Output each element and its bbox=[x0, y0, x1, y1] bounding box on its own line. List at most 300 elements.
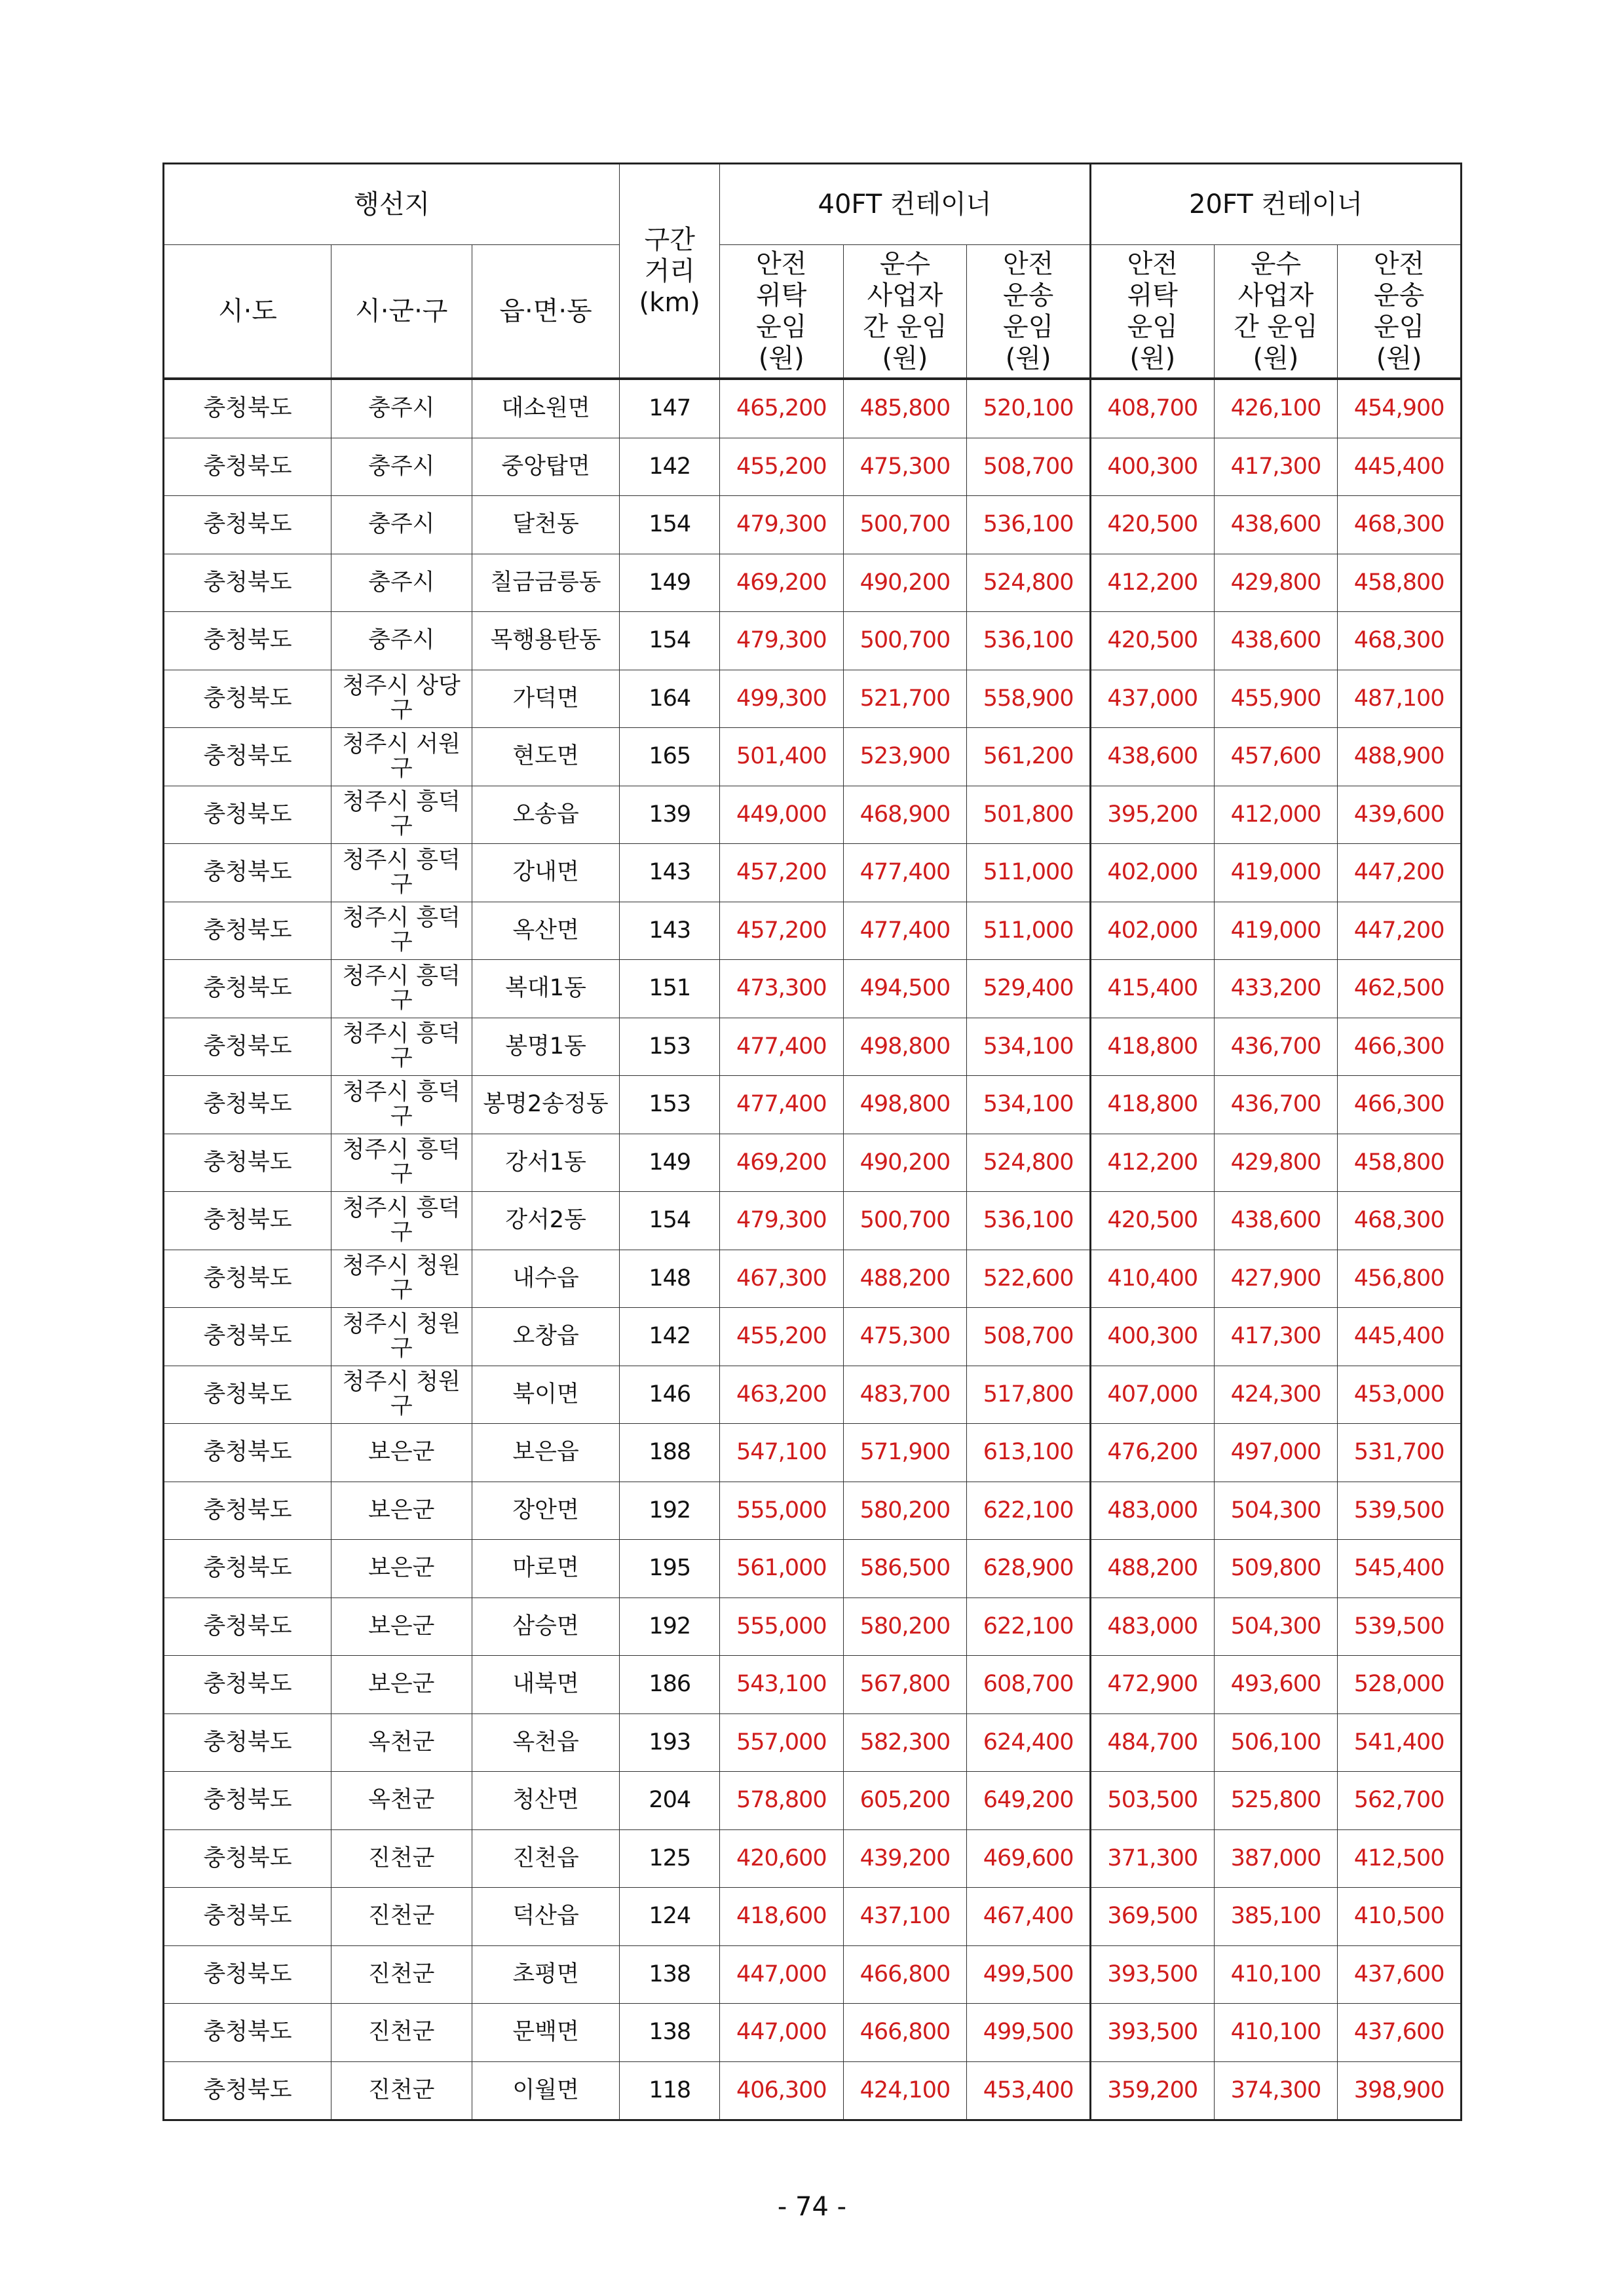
cell-eupmyeondong: 오창읍 bbox=[472, 1308, 620, 1366]
cell-40ft-carrier: 567,800 bbox=[843, 1656, 967, 1714]
cell-20ft-safe-consign: 484,700 bbox=[1090, 1713, 1214, 1772]
cell-40ft-safe-consign: 469,200 bbox=[719, 554, 843, 612]
cell-20ft-safe-consign: 369,500 bbox=[1090, 1888, 1214, 1946]
table-row bbox=[164, 1829, 1462, 1888]
cell-40ft-carrier: 582,300 bbox=[843, 1713, 967, 1772]
cell-sigungu: 청주시 청원구 bbox=[331, 1308, 472, 1366]
cell-eupmyeondong: 대소원면 bbox=[472, 379, 620, 438]
cell-20ft-safe-transport: 398,900 bbox=[1338, 2061, 1462, 2120]
cell-40ft-safe-transport: 529,400 bbox=[967, 960, 1091, 1018]
cell-20ft-carrier: 417,300 bbox=[1214, 1308, 1338, 1366]
cell-40ft-safe-consign: 499,300 bbox=[719, 670, 843, 728]
cell-40ft-safe-consign: 465,200 bbox=[719, 379, 843, 438]
cell-sido: 충청북도 bbox=[164, 1945, 331, 2004]
cell-20ft-safe-consign: 438,600 bbox=[1090, 728, 1214, 786]
cell-eupmyeondong: 강내면 bbox=[472, 844, 620, 902]
cell-40ft-safe-transport: 499,500 bbox=[967, 1945, 1091, 2004]
cell-eupmyeondong: 북이면 bbox=[472, 1366, 620, 1424]
header-eupmyeondong: 읍·면·동 bbox=[472, 245, 620, 379]
table-row bbox=[164, 960, 1462, 1018]
cell-40ft-carrier: 580,200 bbox=[843, 1482, 967, 1540]
cell-40ft-safe-consign: 479,300 bbox=[719, 1192, 843, 1250]
cell-sido: 충청북도 bbox=[164, 902, 331, 960]
cell-eupmyeondong: 칠금금릉동 bbox=[472, 554, 620, 612]
cell-40ft-safe-consign: 479,300 bbox=[719, 496, 843, 554]
cell-40ft-safe-consign: 420,600 bbox=[719, 1829, 843, 1888]
cell-40ft-safe-consign: 477,400 bbox=[719, 1076, 843, 1134]
cell-40ft-safe-consign: 457,200 bbox=[719, 902, 843, 960]
cell-40ft-carrier: 500,700 bbox=[843, 612, 967, 670]
cell-20ft-safe-transport: 488,900 bbox=[1338, 728, 1462, 786]
cell-20ft-safe-consign: 393,500 bbox=[1090, 2004, 1214, 2062]
cell-sido: 충청북도 bbox=[164, 1888, 331, 1946]
cell-20ft-carrier: 433,200 bbox=[1214, 960, 1338, 1018]
cell-40ft-carrier: 485,800 bbox=[843, 379, 967, 438]
cell-40ft-safe-transport: 561,200 bbox=[967, 728, 1091, 786]
cell-sido: 충청북도 bbox=[164, 786, 331, 844]
cell-40ft-safe-consign: 555,000 bbox=[719, 1598, 843, 1656]
cell-20ft-carrier: 525,800 bbox=[1214, 1772, 1338, 1830]
cell-distance: 125 bbox=[620, 1829, 720, 1888]
cell-eupmyeondong: 오송읍 bbox=[472, 786, 620, 844]
cell-40ft-safe-transport: 628,900 bbox=[967, 1540, 1091, 1598]
cell-distance: 149 bbox=[620, 1134, 720, 1192]
table-row bbox=[164, 786, 1462, 844]
cell-20ft-carrier: 436,700 bbox=[1214, 1076, 1338, 1134]
cell-20ft-safe-transport: 545,400 bbox=[1338, 1540, 1462, 1598]
cell-20ft-safe-consign: 488,200 bbox=[1090, 1540, 1214, 1598]
cell-sido: 충청북도 bbox=[164, 1076, 331, 1134]
cell-40ft-safe-transport: 622,100 bbox=[967, 1598, 1091, 1656]
cell-20ft-carrier: 457,600 bbox=[1214, 728, 1338, 786]
cell-20ft-safe-consign: 400,300 bbox=[1090, 438, 1214, 496]
freight-rate-table bbox=[162, 163, 1462, 2121]
cell-distance: 147 bbox=[620, 379, 720, 438]
cell-sigungu: 청주시 흥덕구 bbox=[331, 1018, 472, 1076]
cell-20ft-safe-transport: 458,800 bbox=[1338, 1134, 1462, 1192]
cell-40ft-safe-transport: 524,800 bbox=[967, 554, 1091, 612]
cell-40ft-safe-consign: 406,300 bbox=[719, 2061, 843, 2120]
cell-20ft-carrier: 387,000 bbox=[1214, 1829, 1338, 1888]
cell-20ft-carrier: 427,900 bbox=[1214, 1250, 1338, 1308]
cell-20ft-safe-consign: 418,800 bbox=[1090, 1076, 1214, 1134]
cell-sigungu: 청주시 흥덕구 bbox=[331, 1192, 472, 1250]
table-row bbox=[164, 1888, 1462, 1946]
cell-40ft-safe-consign: 473,300 bbox=[719, 960, 843, 1018]
cell-sigungu: 청주시 흥덕구 bbox=[331, 1134, 472, 1192]
cell-20ft-carrier: 429,800 bbox=[1214, 554, 1338, 612]
cell-40ft-safe-transport: 453,400 bbox=[967, 2061, 1091, 2120]
cell-20ft-safe-transport: 445,400 bbox=[1338, 438, 1462, 496]
cell-20ft-safe-transport: 447,200 bbox=[1338, 902, 1462, 960]
cell-40ft-carrier: 490,200 bbox=[843, 1134, 967, 1192]
cell-40ft-safe-transport: 499,500 bbox=[967, 2004, 1091, 2062]
table-row bbox=[164, 1134, 1462, 1192]
cell-40ft-safe-transport: 608,700 bbox=[967, 1656, 1091, 1714]
cell-40ft-safe-transport: 558,900 bbox=[967, 670, 1091, 728]
cell-eupmyeondong: 진천읍 bbox=[472, 1829, 620, 1888]
cell-sigungu: 진천군 bbox=[331, 2061, 472, 2120]
cell-sigungu: 청주시 흥덕구 bbox=[331, 1076, 472, 1134]
cell-20ft-safe-transport: 412,500 bbox=[1338, 1829, 1462, 1888]
cell-sigungu: 진천군 bbox=[331, 1888, 472, 1946]
header-rate-20ft-carrier: 운수 사업자 간 운임 (원) bbox=[1214, 245, 1338, 379]
cell-20ft-safe-transport: 437,600 bbox=[1338, 1945, 1462, 2004]
cell-40ft-safe-consign: 477,400 bbox=[719, 1018, 843, 1076]
cell-sido: 충청북도 bbox=[164, 1713, 331, 1772]
cell-distance: 143 bbox=[620, 902, 720, 960]
cell-40ft-safe-consign: 479,300 bbox=[719, 612, 843, 670]
table-row bbox=[164, 1366, 1462, 1424]
cell-20ft-safe-transport: 458,800 bbox=[1338, 554, 1462, 612]
header-rate-40ft-safe-transport: 안전 운송 운임 (원) bbox=[967, 245, 1091, 379]
cell-sigungu: 충주시 bbox=[331, 438, 472, 496]
cell-20ft-safe-consign: 420,500 bbox=[1090, 496, 1214, 554]
table-row bbox=[164, 438, 1462, 496]
cell-20ft-safe-transport: 456,800 bbox=[1338, 1250, 1462, 1308]
table-row bbox=[164, 379, 1462, 438]
cell-20ft-safe-transport: 447,200 bbox=[1338, 844, 1462, 902]
cell-sido: 충청북도 bbox=[164, 438, 331, 496]
cell-40ft-safe-transport: 613,100 bbox=[967, 1424, 1091, 1482]
cell-40ft-carrier: 424,100 bbox=[843, 2061, 967, 2120]
table-row bbox=[164, 728, 1462, 786]
cell-20ft-safe-transport: 410,500 bbox=[1338, 1888, 1462, 1946]
cell-40ft-safe-consign: 463,200 bbox=[719, 1366, 843, 1424]
cell-eupmyeondong: 봉명2송정동 bbox=[472, 1076, 620, 1134]
cell-40ft-safe-transport: 522,600 bbox=[967, 1250, 1091, 1308]
cell-distance: 151 bbox=[620, 960, 720, 1018]
cell-40ft-safe-consign: 455,200 bbox=[719, 438, 843, 496]
cell-eupmyeondong: 강서2동 bbox=[472, 1192, 620, 1250]
cell-40ft-safe-transport: 517,800 bbox=[967, 1366, 1091, 1424]
cell-distance: 118 bbox=[620, 2061, 720, 2120]
cell-eupmyeondong: 삼승면 bbox=[472, 1598, 620, 1656]
cell-40ft-carrier: 439,200 bbox=[843, 1829, 967, 1888]
cell-40ft-carrier: 437,100 bbox=[843, 1888, 967, 1946]
cell-40ft-safe-transport: 508,700 bbox=[967, 438, 1091, 496]
cell-sido: 충청북도 bbox=[164, 2061, 331, 2120]
cell-sido: 충청북도 bbox=[164, 1656, 331, 1714]
cell-40ft-carrier: 580,200 bbox=[843, 1598, 967, 1656]
cell-40ft-carrier: 498,800 bbox=[843, 1076, 967, 1134]
cell-20ft-safe-consign: 476,200 bbox=[1090, 1424, 1214, 1482]
cell-distance: 204 bbox=[620, 1772, 720, 1830]
cell-sido: 충청북도 bbox=[164, 1772, 331, 1830]
rate-table-body bbox=[164, 379, 1462, 2120]
cell-40ft-carrier: 494,500 bbox=[843, 960, 967, 1018]
cell-20ft-carrier: 438,600 bbox=[1214, 1192, 1338, 1250]
cell-sigungu: 보은군 bbox=[331, 1598, 472, 1656]
cell-20ft-safe-consign: 393,500 bbox=[1090, 1945, 1214, 2004]
cell-sido: 충청북도 bbox=[164, 670, 331, 728]
cell-40ft-safe-consign: 449,000 bbox=[719, 786, 843, 844]
cell-eupmyeondong: 마로면 bbox=[472, 1540, 620, 1598]
cell-40ft-safe-consign: 467,300 bbox=[719, 1250, 843, 1308]
table-row bbox=[164, 1713, 1462, 1772]
cell-eupmyeondong: 내수읍 bbox=[472, 1250, 620, 1308]
cell-sido: 충청북도 bbox=[164, 1482, 331, 1540]
table-row bbox=[164, 844, 1462, 902]
cell-eupmyeondong: 봉명1동 bbox=[472, 1018, 620, 1076]
cell-sigungu: 청주시 흥덕구 bbox=[331, 960, 472, 1018]
cell-20ft-carrier: 506,100 bbox=[1214, 1713, 1338, 1772]
cell-40ft-safe-transport: 508,700 bbox=[967, 1308, 1091, 1366]
table-row bbox=[164, 1598, 1462, 1656]
cell-40ft-carrier: 605,200 bbox=[843, 1772, 967, 1830]
cell-20ft-safe-consign: 420,500 bbox=[1090, 612, 1214, 670]
cell-distance: 195 bbox=[620, 1540, 720, 1598]
cell-distance: 143 bbox=[620, 844, 720, 902]
cell-distance: 148 bbox=[620, 1250, 720, 1308]
cell-40ft-safe-transport: 536,100 bbox=[967, 496, 1091, 554]
cell-40ft-safe-consign: 418,600 bbox=[719, 1888, 843, 1946]
cell-20ft-safe-transport: 445,400 bbox=[1338, 1308, 1462, 1366]
cell-40ft-safe-consign: 555,000 bbox=[719, 1482, 843, 1540]
cell-distance: 154 bbox=[620, 496, 720, 554]
cell-sigungu: 진천군 bbox=[331, 2004, 472, 2062]
cell-sigungu: 청주시 청원구 bbox=[331, 1366, 472, 1424]
cell-20ft-safe-transport: 487,100 bbox=[1338, 670, 1462, 728]
cell-20ft-safe-consign: 503,500 bbox=[1090, 1772, 1214, 1830]
cell-40ft-safe-transport: 536,100 bbox=[967, 612, 1091, 670]
cell-sido: 충청북도 bbox=[164, 2004, 331, 2062]
cell-40ft-safe-transport: 511,000 bbox=[967, 902, 1091, 960]
cell-eupmyeondong: 중앙탑면 bbox=[472, 438, 620, 496]
cell-sido: 충청북도 bbox=[164, 844, 331, 902]
cell-distance: 142 bbox=[620, 1308, 720, 1366]
header-distance: 구간 거리 (km) bbox=[620, 164, 720, 379]
cell-40ft-carrier: 466,800 bbox=[843, 2004, 967, 2062]
cell-sido: 충청북도 bbox=[164, 554, 331, 612]
cell-20ft-safe-consign: 400,300 bbox=[1090, 1308, 1214, 1366]
cell-20ft-carrier: 455,900 bbox=[1214, 670, 1338, 728]
cell-20ft-carrier: 385,100 bbox=[1214, 1888, 1338, 1946]
table-row bbox=[164, 2061, 1462, 2120]
cell-40ft-safe-transport: 469,600 bbox=[967, 1829, 1091, 1888]
cell-40ft-carrier: 521,700 bbox=[843, 670, 967, 728]
cell-20ft-safe-consign: 483,000 bbox=[1090, 1482, 1214, 1540]
cell-20ft-safe-consign: 472,900 bbox=[1090, 1656, 1214, 1714]
cell-40ft-carrier: 477,400 bbox=[843, 902, 967, 960]
header-rate-40ft-carrier: 운수 사업자 간 운임 (원) bbox=[843, 245, 967, 379]
cell-eupmyeondong: 복대1동 bbox=[472, 960, 620, 1018]
table-row bbox=[164, 1945, 1462, 2004]
cell-20ft-safe-transport: 468,300 bbox=[1338, 496, 1462, 554]
cell-sido: 충청북도 bbox=[164, 1540, 331, 1598]
cell-eupmyeondong: 덕산읍 bbox=[472, 1888, 620, 1946]
cell-20ft-safe-consign: 371,300 bbox=[1090, 1829, 1214, 1888]
cell-40ft-safe-consign: 447,000 bbox=[719, 2004, 843, 2062]
cell-sigungu: 보은군 bbox=[331, 1482, 472, 1540]
cell-40ft-safe-transport: 534,100 bbox=[967, 1018, 1091, 1076]
cell-20ft-safe-transport: 541,400 bbox=[1338, 1713, 1462, 1772]
cell-eupmyeondong: 초평면 bbox=[472, 1945, 620, 2004]
table-row bbox=[164, 902, 1462, 960]
cell-distance: 154 bbox=[620, 612, 720, 670]
cell-40ft-carrier: 468,900 bbox=[843, 786, 967, 844]
cell-sigungu: 보은군 bbox=[331, 1424, 472, 1482]
cell-distance: 186 bbox=[620, 1656, 720, 1714]
cell-distance: 142 bbox=[620, 438, 720, 496]
cell-40ft-safe-consign: 557,000 bbox=[719, 1713, 843, 1772]
cell-20ft-safe-consign: 437,000 bbox=[1090, 670, 1214, 728]
cell-20ft-safe-transport: 539,500 bbox=[1338, 1482, 1462, 1540]
cell-sido: 충청북도 bbox=[164, 1134, 331, 1192]
header-20ft-container: 20FT 컨테이너 bbox=[1090, 164, 1461, 245]
cell-20ft-carrier: 419,000 bbox=[1214, 844, 1338, 902]
cell-20ft-safe-transport: 468,300 bbox=[1338, 1192, 1462, 1250]
cell-sigungu: 옥천군 bbox=[331, 1772, 472, 1830]
cell-20ft-carrier: 509,800 bbox=[1214, 1540, 1338, 1598]
cell-40ft-safe-transport: 622,100 bbox=[967, 1482, 1091, 1540]
cell-40ft-safe-transport: 501,800 bbox=[967, 786, 1091, 844]
cell-40ft-carrier: 523,900 bbox=[843, 728, 967, 786]
cell-40ft-safe-consign: 501,400 bbox=[719, 728, 843, 786]
cell-20ft-carrier: 426,100 bbox=[1214, 379, 1338, 438]
cell-20ft-safe-consign: 418,800 bbox=[1090, 1018, 1214, 1076]
cell-20ft-safe-consign: 407,000 bbox=[1090, 1366, 1214, 1424]
cell-20ft-safe-transport: 562,700 bbox=[1338, 1772, 1462, 1830]
cell-40ft-carrier: 500,700 bbox=[843, 1192, 967, 1250]
header-sigungu: 시·군·구 bbox=[331, 245, 472, 379]
cell-eupmyeondong: 내북면 bbox=[472, 1656, 620, 1714]
cell-40ft-carrier: 490,200 bbox=[843, 554, 967, 612]
cell-eupmyeondong: 현도면 bbox=[472, 728, 620, 786]
cell-sigungu: 청주시 흥덕구 bbox=[331, 902, 472, 960]
cell-20ft-safe-consign: 415,400 bbox=[1090, 960, 1214, 1018]
table-row bbox=[164, 612, 1462, 670]
cell-distance: 138 bbox=[620, 1945, 720, 2004]
cell-sido: 충청북도 bbox=[164, 1308, 331, 1366]
cell-40ft-carrier: 466,800 bbox=[843, 1945, 967, 2004]
cell-sigungu: 충주시 bbox=[331, 379, 472, 438]
table-row bbox=[164, 1424, 1462, 1482]
cell-20ft-safe-transport: 454,900 bbox=[1338, 379, 1462, 438]
cell-40ft-safe-transport: 534,100 bbox=[967, 1076, 1091, 1134]
cell-sido: 충청북도 bbox=[164, 1424, 331, 1482]
cell-20ft-carrier: 497,000 bbox=[1214, 1424, 1338, 1482]
table-row bbox=[164, 1192, 1462, 1250]
cell-20ft-safe-transport: 531,700 bbox=[1338, 1424, 1462, 1482]
cell-sido: 충청북도 bbox=[164, 379, 331, 438]
cell-20ft-safe-transport: 462,500 bbox=[1338, 960, 1462, 1018]
cell-40ft-safe-transport: 624,400 bbox=[967, 1713, 1091, 1772]
cell-20ft-safe-transport: 539,500 bbox=[1338, 1598, 1462, 1656]
cell-sigungu: 진천군 bbox=[331, 1945, 472, 2004]
cell-distance: 149 bbox=[620, 554, 720, 612]
table-row bbox=[164, 1772, 1462, 1830]
cell-sigungu: 충주시 bbox=[331, 496, 472, 554]
cell-sigungu: 보은군 bbox=[331, 1656, 472, 1714]
cell-20ft-safe-consign: 395,200 bbox=[1090, 786, 1214, 844]
cell-20ft-safe-transport: 466,300 bbox=[1338, 1076, 1462, 1134]
cell-distance: 124 bbox=[620, 1888, 720, 1946]
cell-eupmyeondong: 옥산면 bbox=[472, 902, 620, 960]
cell-eupmyeondong: 가덕면 bbox=[472, 670, 620, 728]
cell-20ft-safe-consign: 483,000 bbox=[1090, 1598, 1214, 1656]
cell-distance: 188 bbox=[620, 1424, 720, 1482]
cell-sido: 충청북도 bbox=[164, 728, 331, 786]
cell-sido: 충청북도 bbox=[164, 1598, 331, 1656]
cell-20ft-safe-transport: 466,300 bbox=[1338, 1018, 1462, 1076]
cell-20ft-safe-transport: 437,600 bbox=[1338, 2004, 1462, 2062]
cell-sigungu: 청주시 서원구 bbox=[331, 728, 472, 786]
cell-sigungu: 보은군 bbox=[331, 1540, 472, 1598]
cell-40ft-safe-consign: 561,000 bbox=[719, 1540, 843, 1598]
header-rate-20ft-safe-consign: 안전 위탁 운임 (원) bbox=[1090, 245, 1214, 379]
cell-20ft-carrier: 412,000 bbox=[1214, 786, 1338, 844]
cell-sido: 충청북도 bbox=[164, 612, 331, 670]
cell-sido: 충청북도 bbox=[164, 1192, 331, 1250]
cell-20ft-safe-consign: 408,700 bbox=[1090, 379, 1214, 438]
cell-40ft-safe-transport: 649,200 bbox=[967, 1772, 1091, 1830]
cell-40ft-safe-consign: 543,100 bbox=[719, 1656, 843, 1714]
cell-eupmyeondong: 달천동 bbox=[472, 496, 620, 554]
table-row bbox=[164, 1076, 1462, 1134]
cell-40ft-safe-consign: 455,200 bbox=[719, 1308, 843, 1366]
table-row bbox=[164, 1540, 1462, 1598]
cell-sigungu: 충주시 bbox=[331, 612, 472, 670]
cell-40ft-safe-consign: 447,000 bbox=[719, 1945, 843, 2004]
cell-40ft-safe-transport: 511,000 bbox=[967, 844, 1091, 902]
cell-20ft-safe-consign: 410,400 bbox=[1090, 1250, 1214, 1308]
cell-sido: 충청북도 bbox=[164, 960, 331, 1018]
cell-eupmyeondong: 옥천읍 bbox=[472, 1713, 620, 1772]
header-rate-40ft-safe-consign: 안전 위탁 운임 (원) bbox=[719, 245, 843, 379]
cell-distance: 192 bbox=[620, 1598, 720, 1656]
cell-20ft-safe-consign: 412,200 bbox=[1090, 554, 1214, 612]
cell-40ft-carrier: 488,200 bbox=[843, 1250, 967, 1308]
cell-eupmyeondong: 이월면 bbox=[472, 2061, 620, 2120]
table-row bbox=[164, 1250, 1462, 1308]
table-row bbox=[164, 1482, 1462, 1540]
cell-distance: 193 bbox=[620, 1713, 720, 1772]
cell-sigungu: 청주시 상당구 bbox=[331, 670, 472, 728]
cell-20ft-carrier: 504,300 bbox=[1214, 1598, 1338, 1656]
header-destination: 행선지 bbox=[164, 164, 620, 245]
cell-eupmyeondong: 장안면 bbox=[472, 1482, 620, 1540]
cell-eupmyeondong: 강서1동 bbox=[472, 1134, 620, 1192]
cell-sido: 충청북도 bbox=[164, 1018, 331, 1076]
cell-20ft-safe-consign: 412,200 bbox=[1090, 1134, 1214, 1192]
cell-distance: 165 bbox=[620, 728, 720, 786]
cell-eupmyeondong: 목행용탄동 bbox=[472, 612, 620, 670]
cell-40ft-carrier: 477,400 bbox=[843, 844, 967, 902]
cell-distance: 192 bbox=[620, 1482, 720, 1540]
cell-40ft-carrier: 483,700 bbox=[843, 1366, 967, 1424]
cell-20ft-safe-consign: 420,500 bbox=[1090, 1192, 1214, 1250]
cell-20ft-safe-consign: 359,200 bbox=[1090, 2061, 1214, 2120]
cell-20ft-carrier: 417,300 bbox=[1214, 438, 1338, 496]
cell-40ft-safe-consign: 469,200 bbox=[719, 1134, 843, 1192]
cell-eupmyeondong: 문백면 bbox=[472, 2004, 620, 2062]
cell-sigungu: 충주시 bbox=[331, 554, 472, 612]
cell-distance: 153 bbox=[620, 1076, 720, 1134]
cell-20ft-safe-transport: 528,000 bbox=[1338, 1656, 1462, 1714]
table-row bbox=[164, 2004, 1462, 2062]
cell-20ft-carrier: 410,100 bbox=[1214, 2004, 1338, 2062]
cell-sigungu: 청주시 흥덕구 bbox=[331, 786, 472, 844]
cell-20ft-safe-consign: 402,000 bbox=[1090, 844, 1214, 902]
cell-40ft-safe-transport: 524,800 bbox=[967, 1134, 1091, 1192]
cell-20ft-safe-transport: 468,300 bbox=[1338, 612, 1462, 670]
table-row bbox=[164, 1018, 1462, 1076]
header-rate-20ft-safe-transport: 안전 운송 운임 (원) bbox=[1338, 245, 1462, 379]
cell-40ft-carrier: 475,300 bbox=[843, 438, 967, 496]
cell-distance: 153 bbox=[620, 1018, 720, 1076]
cell-sigungu: 청주시 청원구 bbox=[331, 1250, 472, 1308]
